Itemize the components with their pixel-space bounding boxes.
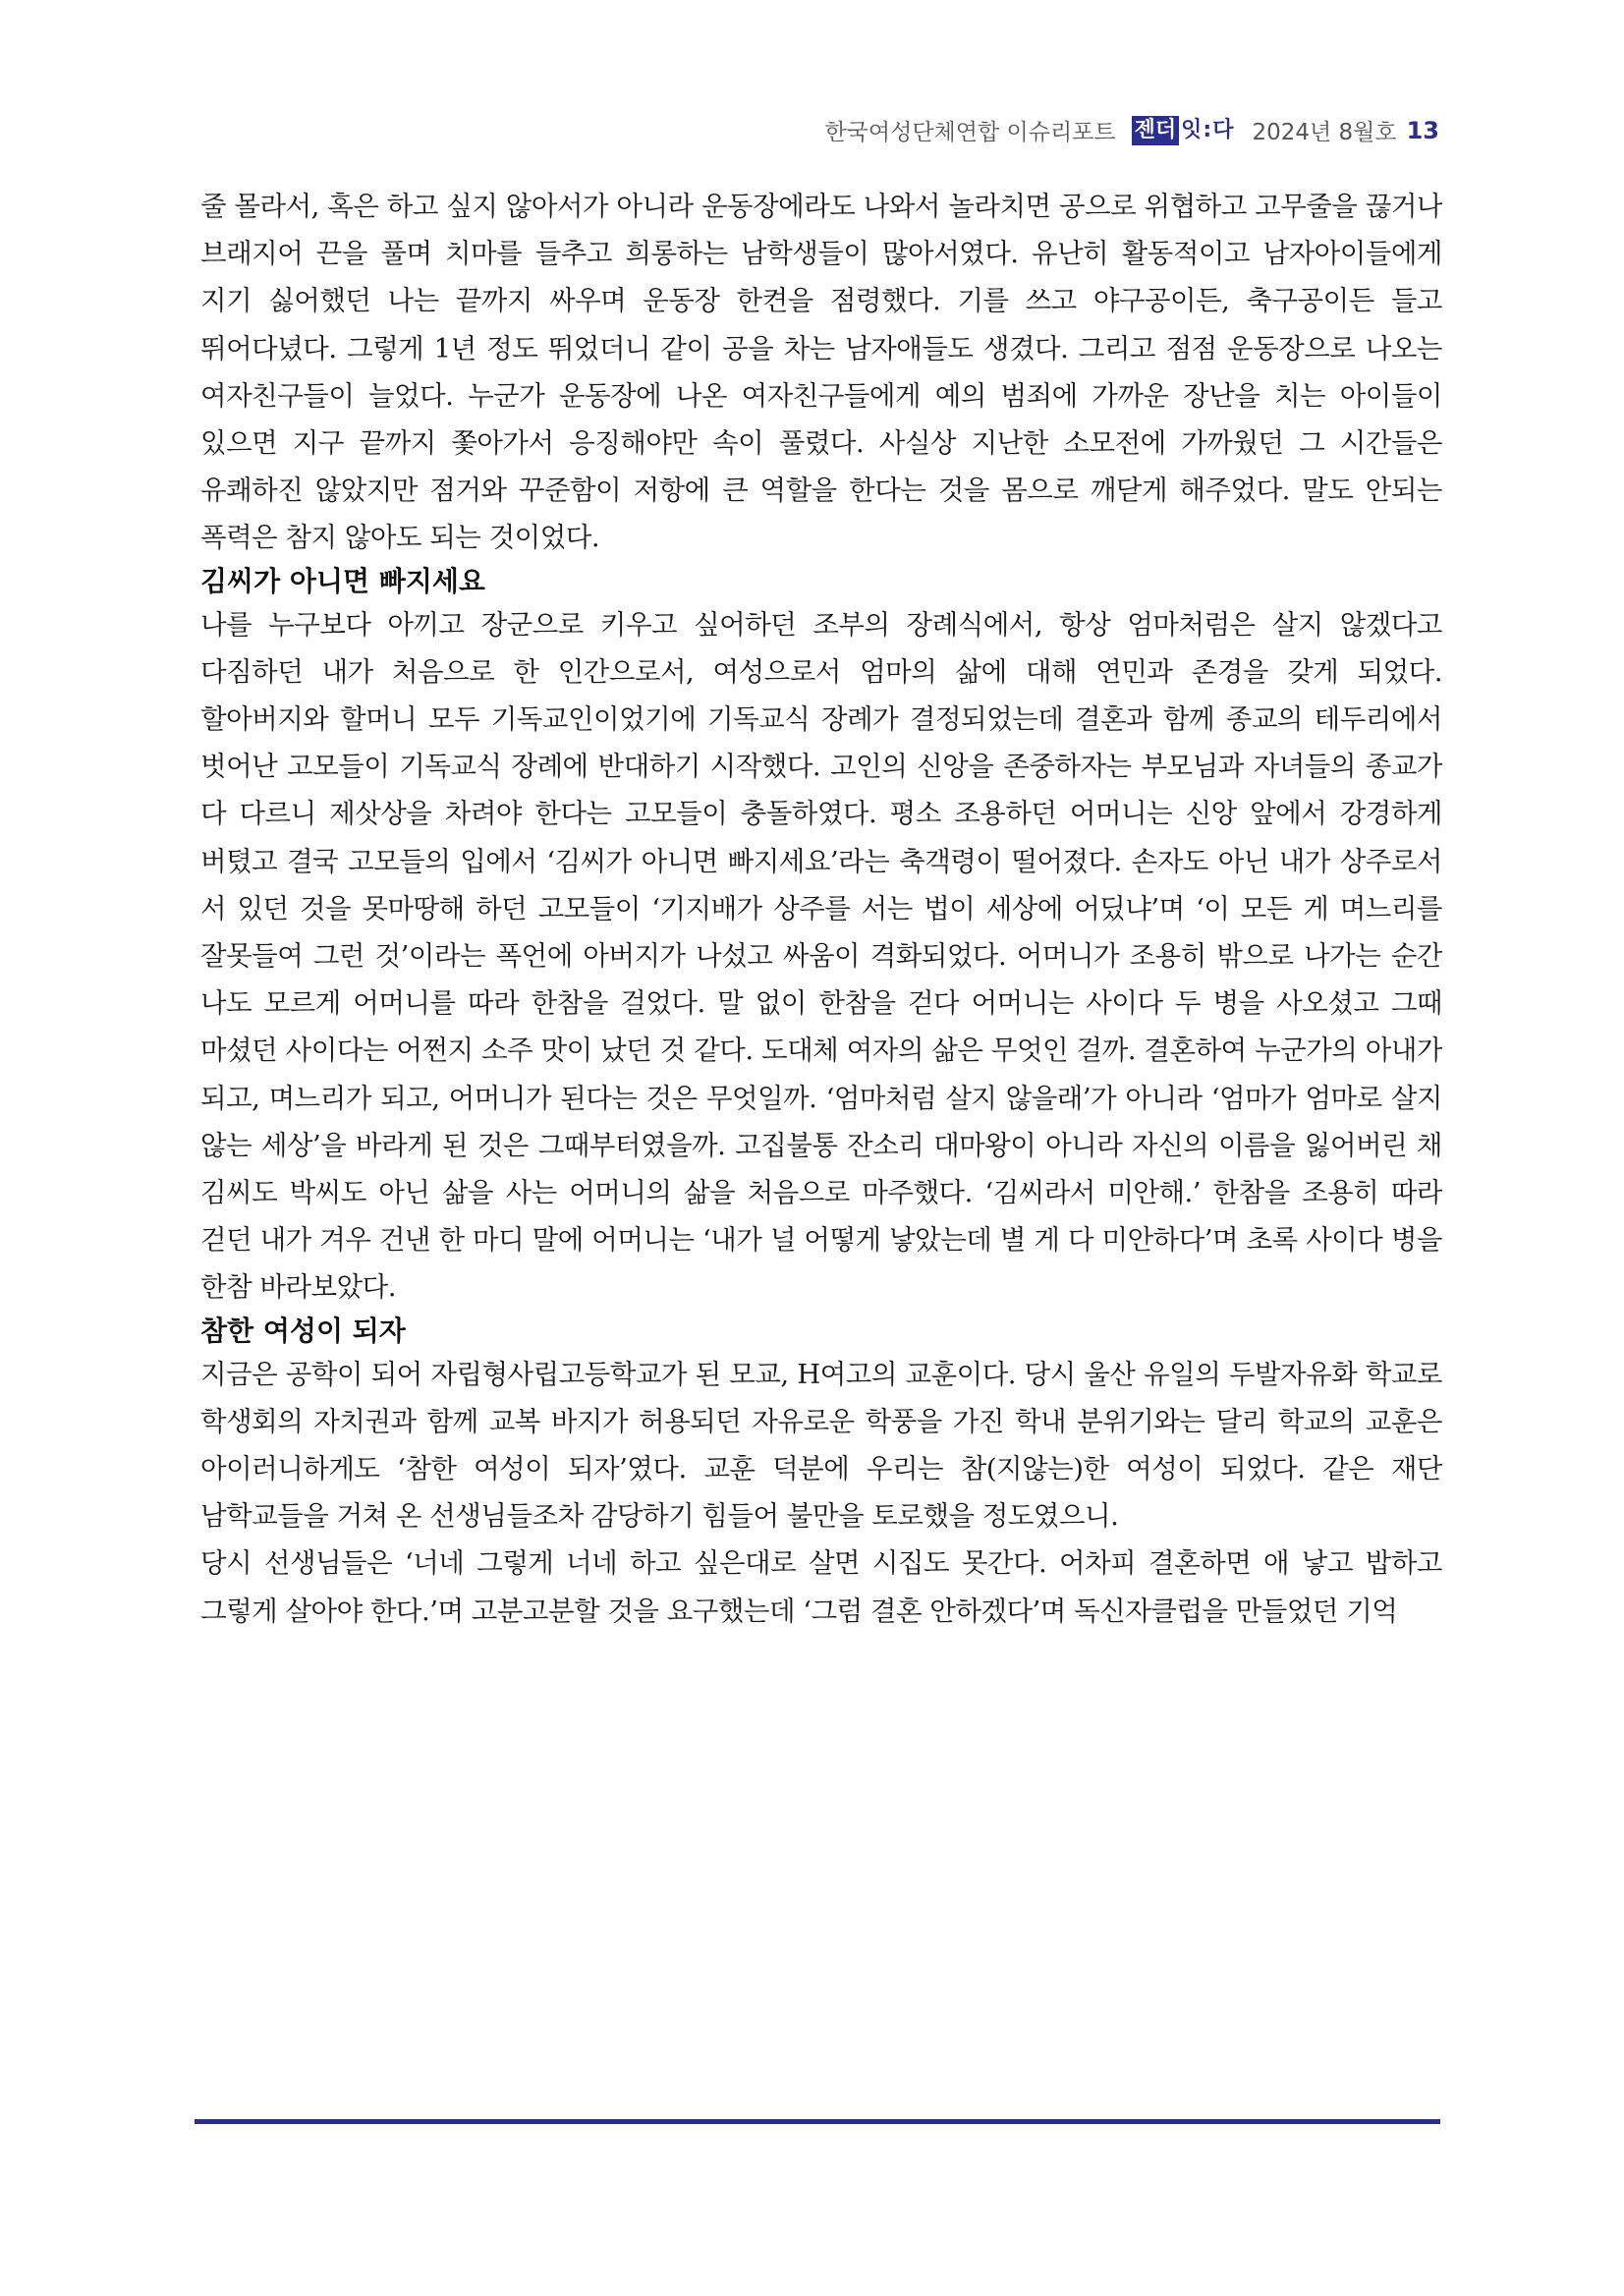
footer-divider — [195, 2119, 1440, 2124]
issue-report-title: 한국여성단체연합 이슈리포트 — [824, 120, 1116, 145]
brand-logo — [1132, 116, 1235, 145]
section-heading-motto: 참한 여성이 되자 — [200, 1314, 406, 1347]
paragraph-teachers: 당시 선생님들은 ‘너네 그렇게 너네 하고 싶은대로 살면 시집도 못간다. 어차피 결혼하면 애 낳고 밥하고 그렇게 살아야 한다.’며 고분고분할 것을 요구했는데 ‘그럼 결혼 안하겠다’며 독신자클럽을 만들었던 기억 — [200, 1547, 1442, 1627]
paragraph-playground: 줄 몰라서, 혹은 하고 싶지 않아서가 아니라 운동장에라도 나와서 놀라치면 공으로 위협하고 고무줄을 끊거나 브래지어 끈을 풀며 치마를 들추고 희롱하는 남학생들이 많아서였다. 유난히 활동적이고 남자아이들에게 지기 싫어했던 나는 끝까지 싸우며 운동장 한켠을 점령했다. 기를 쓰고 야구공이든, 축구공이든 들고 뛰어다녔다. 그렇게 1년 정도 뛰었더니 같이 공을 차는 남자애들도 생겼다. 그리고 점점 운동장으로 나오는 여자친구들이 늘었다. 누군가 운동장에 나온 여자친구들에게 예의 범죄에 가까운 장난을 치는 아이들이 있으면 지구 끝까지 쫓아가서 응징해야만 속이 풀렸다. 사실상 지난한 소모전에 가까웠던 그 시간들은 유쾌하진 않았지만 점거와 꾸준함이 저항에 큰 역할을 한다는 것을 몸으로 깨닫게 해주었다. 말도 안되는 폭력은 참지 않아도 되는 것이었다. — [200, 191, 1442, 554]
page-number: 13 — [1406, 116, 1439, 144]
article-body — [200, 183, 1442, 2108]
page-header — [824, 114, 1439, 146]
section-heading-kim: 김씨가 아니면 빠지세요 — [200, 564, 485, 597]
issue-date: 2024년 8월호 — [1252, 120, 1397, 145]
brand-logo-text: 잇:다 — [1181, 117, 1235, 142]
paragraph-funeral: 나를 누구보다 아끼고 장군으로 키우고 싶어하던 조부의 장례식에서, 항상 엄마처럼은 살지 않겠다고 다짐하던 내가 처음으로 한 인간으로서, 여성으로서 엄마의 삶에 대해 연민과 존경을 갖게 되었다. 할아버지와 할머니 모두 기독교인이었기에 기독교식 장례가 결정되었는데 결혼과 함께 종교의 테두리에서 벗어난 고모들이 기독교식 장례에 반대하기 시작했다. 고인의 신앙을 존중하자는 부모님과 자녀들의 종교가 다 다르니 제삿상을 차려야 한다는 고모들이 충돌하였다. 평소 조용하던 어머니는 신앙 앞에서 강경하게 버텼고 결국 고모들의 입에서 ‘김씨가 아니면 빠지세요’라는 축객령이 떨어졌다. 손자도 아닌 내가 상주로서 서 있던 것을 못마땅해 하던 고모들이 ‘기지배가 상주를 서는 법이 세상에 어딨냐’며 ‘이 모든 게 며느리를 잘못들여 그런 것’이라는 폭언에 아버지가 나섰고 싸움이 격화되었다. 어머니가 조용히 밖으로 나가는 순간 나도 모르게 어머니를 따라 한참을 걸었다. 말 없이 한참을 걷다 어머니는 사이다 두 병을 사오셨고 그때 마셨던 사이다는 어쩐지 소주 맛이 났던 것 같다. 도대체 여자의 삶은 무엇인 걸까. 결혼하여 누군가의 아내가 되고, 며느리가 되고, 어머니가 된다는 것은 무엇일까. ‘엄마처럼 살지 않을래’가 아니라 ‘엄마가 엄마로 살지 않는 세상’을 바라게 된 것은 그때부터였을까. 고집불통 잔소리 대마왕이 아니라 자신의 이름을 잃어버린 채 김씨도 박씨도 아닌 삶을 사는 어머니의 삶을 처음으로 마주했다. ‘김씨라서 미안해.’ 한참을 조용히 따라 걷던 내가 겨우 건낸 한 마디 말에 어머니는 ‘내가 널 어떻게 낳았는데 별 게 다 미안하다’며 초록 사이다 병을 한참 바라보았다. — [200, 608, 1442, 1304]
brand-logo-box: 젠더 — [1132, 116, 1180, 145]
paragraph-school-motto: 지금은 공학이 되어 자립형사립고등학교가 된 모교, H여고의 교훈이다. 당시 울산 유일의 두발자유화 학교로 학생회의 자치권과 함께 교복 바지가 허용되던 자유로운 학풍을 가진 학내 분위기와는 달리 학교의 교훈은 아이러니하게도 ‘참한 여성이 되자’였다. 교훈 덕분에 우리는 참(지않는)한 여성이 되었다. 같은 재단 남학교들을 거쳐 온 선생님들조차 감당하기 힘들어 불만을 토로했을 정도였으니. — [200, 1358, 1442, 1533]
